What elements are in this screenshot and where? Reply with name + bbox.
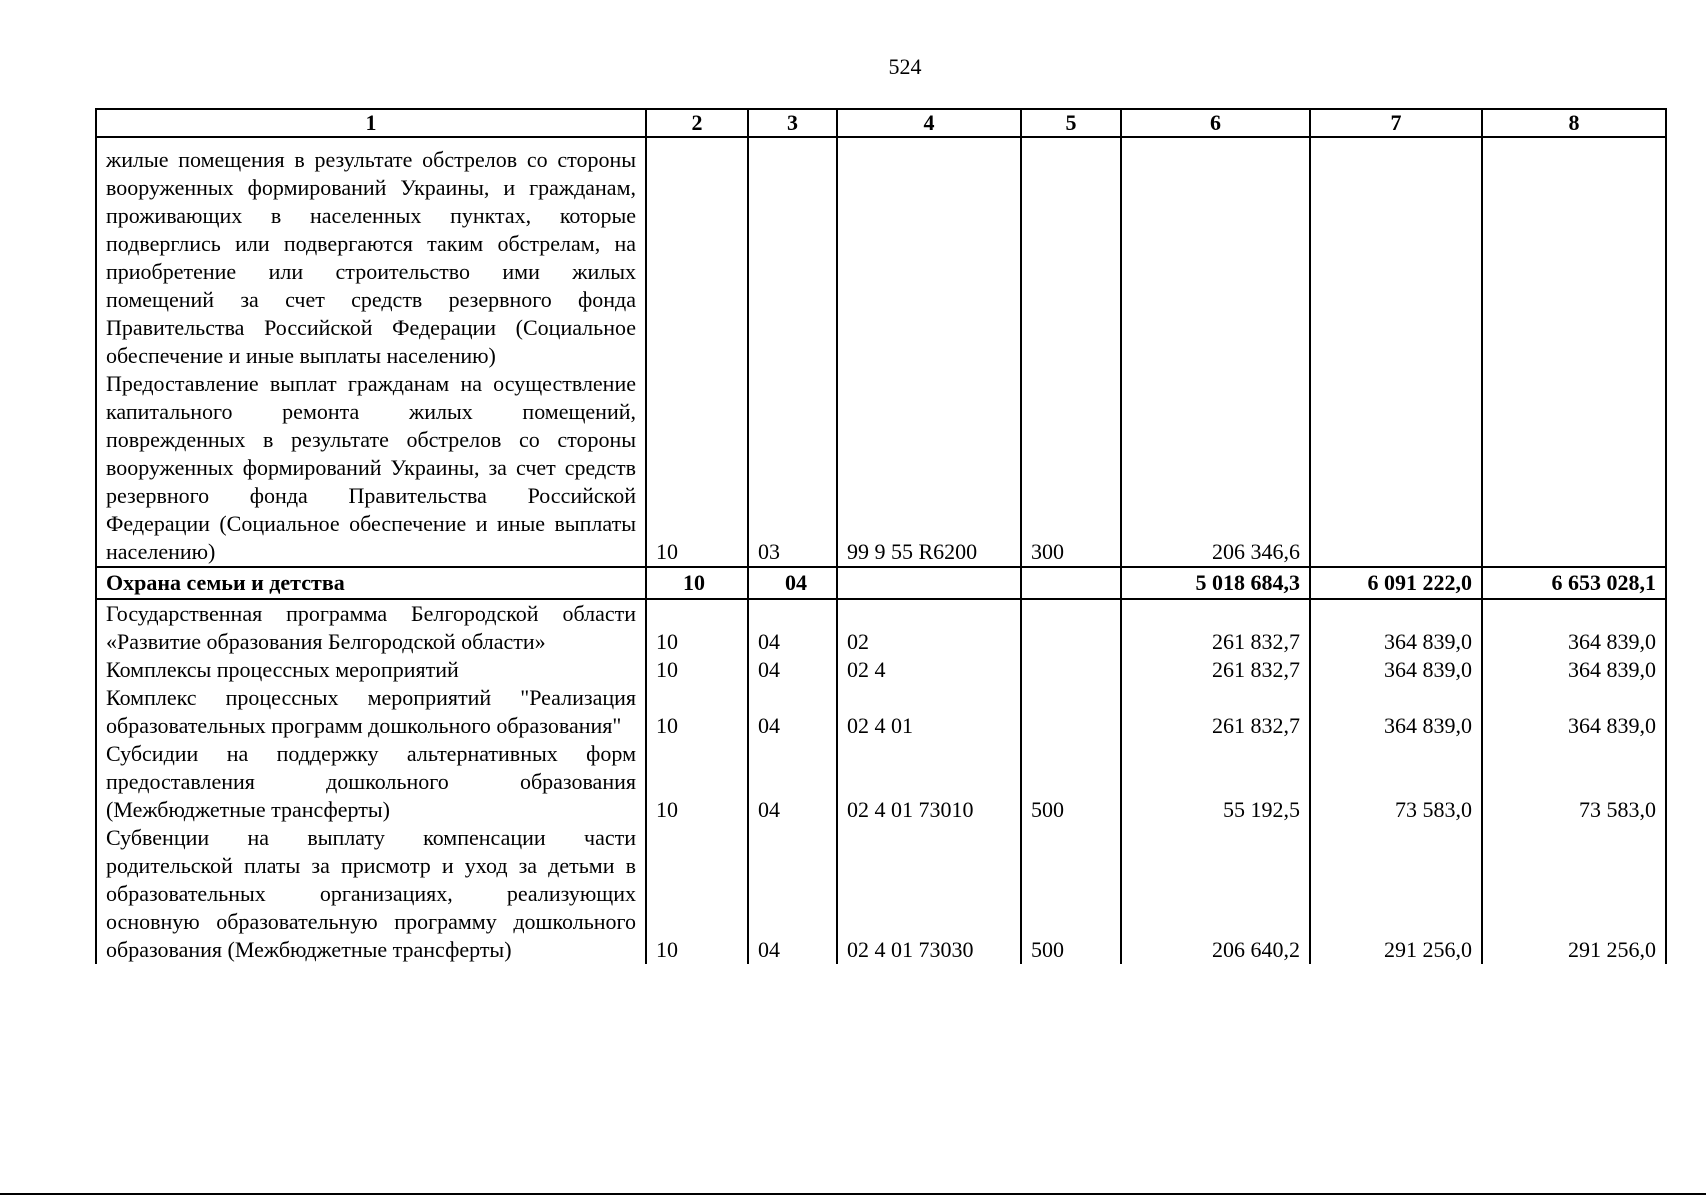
cell-section-code: 10 (646, 684, 748, 740)
cell-subsection-code: 04 (748, 599, 837, 656)
section-row (96, 567, 1666, 599)
cell-subsection-code: 04 (748, 740, 837, 824)
cell-amount-7: 291 256,0 (1310, 824, 1482, 964)
cell-amount-7 (1310, 137, 1482, 370)
table-row (96, 599, 1666, 656)
cell-section-code: 10 (646, 824, 748, 964)
header-col-2: 2 (646, 109, 748, 137)
cell-amount-6: 206 640,2 (1121, 824, 1310, 964)
cell-section-code (646, 137, 748, 370)
header-col-1: 1 (96, 109, 646, 137)
cell-amount-8: 6 653 028,1 (1482, 567, 1666, 599)
header-row (96, 109, 1666, 137)
cell-amount-8 (1482, 137, 1666, 370)
cell-amount-7: 6 091 222,0 (1310, 567, 1482, 599)
table-row (96, 824, 1666, 964)
cell-section-code: 10 (646, 370, 748, 567)
header-col-8: 8 (1482, 109, 1666, 137)
cell-expense-type (1021, 656, 1121, 684)
row-name: Комплексы процессных мероприятий (96, 656, 646, 684)
cell-subsection-code: 04 (748, 656, 837, 684)
cell-amount-6: 55 192,5 (1121, 740, 1310, 824)
cell-expense-type: 500 (1021, 824, 1121, 964)
cell-target-code: 02 4 01 (837, 684, 1021, 740)
budget-table (95, 108, 1667, 964)
cell-amount-8: 364 839,0 (1482, 656, 1666, 684)
cell-expense-type: 500 (1021, 740, 1121, 824)
header-col-4: 4 (837, 109, 1021, 137)
cell-section-code: 10 (646, 599, 748, 656)
cell-amount-7: 364 839,0 (1310, 656, 1482, 684)
cell-amount-6: 5 018 684,3 (1121, 567, 1310, 599)
row-name: жилые помещения в результате обстрелов со стороны вооруженных формирований Украины, и гражданам, проживающих в населенных пунктах, которые подверглись или подвергаются таким обстрелам, на приобретение или строительство ими жилых помещений за счет средств резервного фонда Правительства Российской Федерации (Социальное обеспечение и иные выплаты населению) (96, 137, 646, 370)
cell-expense-type (1021, 599, 1121, 656)
cell-amount-7: 73 583,0 (1310, 740, 1482, 824)
cell-target-code: 02 4 01 73010 (837, 740, 1021, 824)
row-name: Субвенции на выплату компенсации части родительской платы за присмотр и уход за детьми в образовательных организациях, реализующих основную образовательную программу дошкольного образования (Межбюджетные трансферты) (96, 824, 646, 964)
cell-expense-type (1021, 567, 1121, 599)
cell-subsection-code (748, 137, 837, 370)
table-row (96, 684, 1666, 740)
header-col-5: 5 (1021, 109, 1121, 137)
cell-expense-type (1021, 137, 1121, 370)
cell-target-code: 02 (837, 599, 1021, 656)
row-name: Государственная программа Белгородской области «Развитие образования Белгородской области» (96, 599, 646, 656)
cell-section-code: 10 (646, 740, 748, 824)
cell-target-code: 99 9 55 R6200 (837, 370, 1021, 567)
cell-section-code: 10 (646, 656, 748, 684)
page-number: 524 (888, 54, 922, 79)
cell-expense-type (1021, 684, 1121, 740)
page-bottom-rule (0, 1193, 1706, 1195)
cell-amount-6: 261 832,7 (1121, 656, 1310, 684)
header-col-6: 6 (1121, 109, 1310, 137)
row-name: Предоставление выплат гражданам на осуществление капитального ремонта жилых помещений, поврежденных в результате обстрелов со стороны вооруженных формирований Украины, за счет средств резервного фонда Правительства Российской Федерации (Социальное обеспечение и иные выплаты населению) (96, 370, 646, 567)
cell-amount-7: 364 839,0 (1310, 684, 1482, 740)
table-row (96, 740, 1666, 824)
table-row (96, 137, 1666, 370)
cell-target-code (837, 567, 1021, 599)
header-col-3: 3 (748, 109, 837, 137)
cell-amount-8: 364 839,0 (1482, 684, 1666, 740)
section-name: Охрана семьи и детства (96, 567, 646, 599)
cell-subsection-code: 04 (748, 824, 837, 964)
cell-amount-8: 364 839,0 (1482, 599, 1666, 656)
cell-target-code (837, 137, 1021, 370)
cell-amount-6: 261 832,7 (1121, 599, 1310, 656)
row-name: Комплекс процессных мероприятий "Реализация образовательных программ дошкольного образования" (96, 684, 646, 740)
cell-subsection-code: 03 (748, 370, 837, 567)
cell-section-code: 10 (646, 567, 748, 599)
table-row (96, 370, 1666, 567)
cell-expense-type: 300 (1021, 370, 1121, 567)
cell-amount-8 (1482, 370, 1666, 567)
header-col-7: 7 (1310, 109, 1482, 137)
cell-amount-6: 206 346,6 (1121, 370, 1310, 567)
row-name: Субсидии на поддержку альтернативных форм предоставления дошкольного образования (Межбюджетные трансферты) (96, 740, 646, 824)
cell-amount-6 (1121, 137, 1310, 370)
cell-subsection-code: 04 (748, 684, 837, 740)
table-row (96, 656, 1666, 684)
cell-target-code: 02 4 01 73030 (837, 824, 1021, 964)
cell-amount-7: 364 839,0 (1310, 599, 1482, 656)
cell-amount-8: 291 256,0 (1482, 824, 1666, 964)
cell-subsection-code: 04 (748, 567, 837, 599)
cell-amount-6: 261 832,7 (1121, 684, 1310, 740)
cell-amount-7 (1310, 370, 1482, 567)
cell-target-code: 02 4 (837, 656, 1021, 684)
cell-amount-8: 73 583,0 (1482, 740, 1666, 824)
